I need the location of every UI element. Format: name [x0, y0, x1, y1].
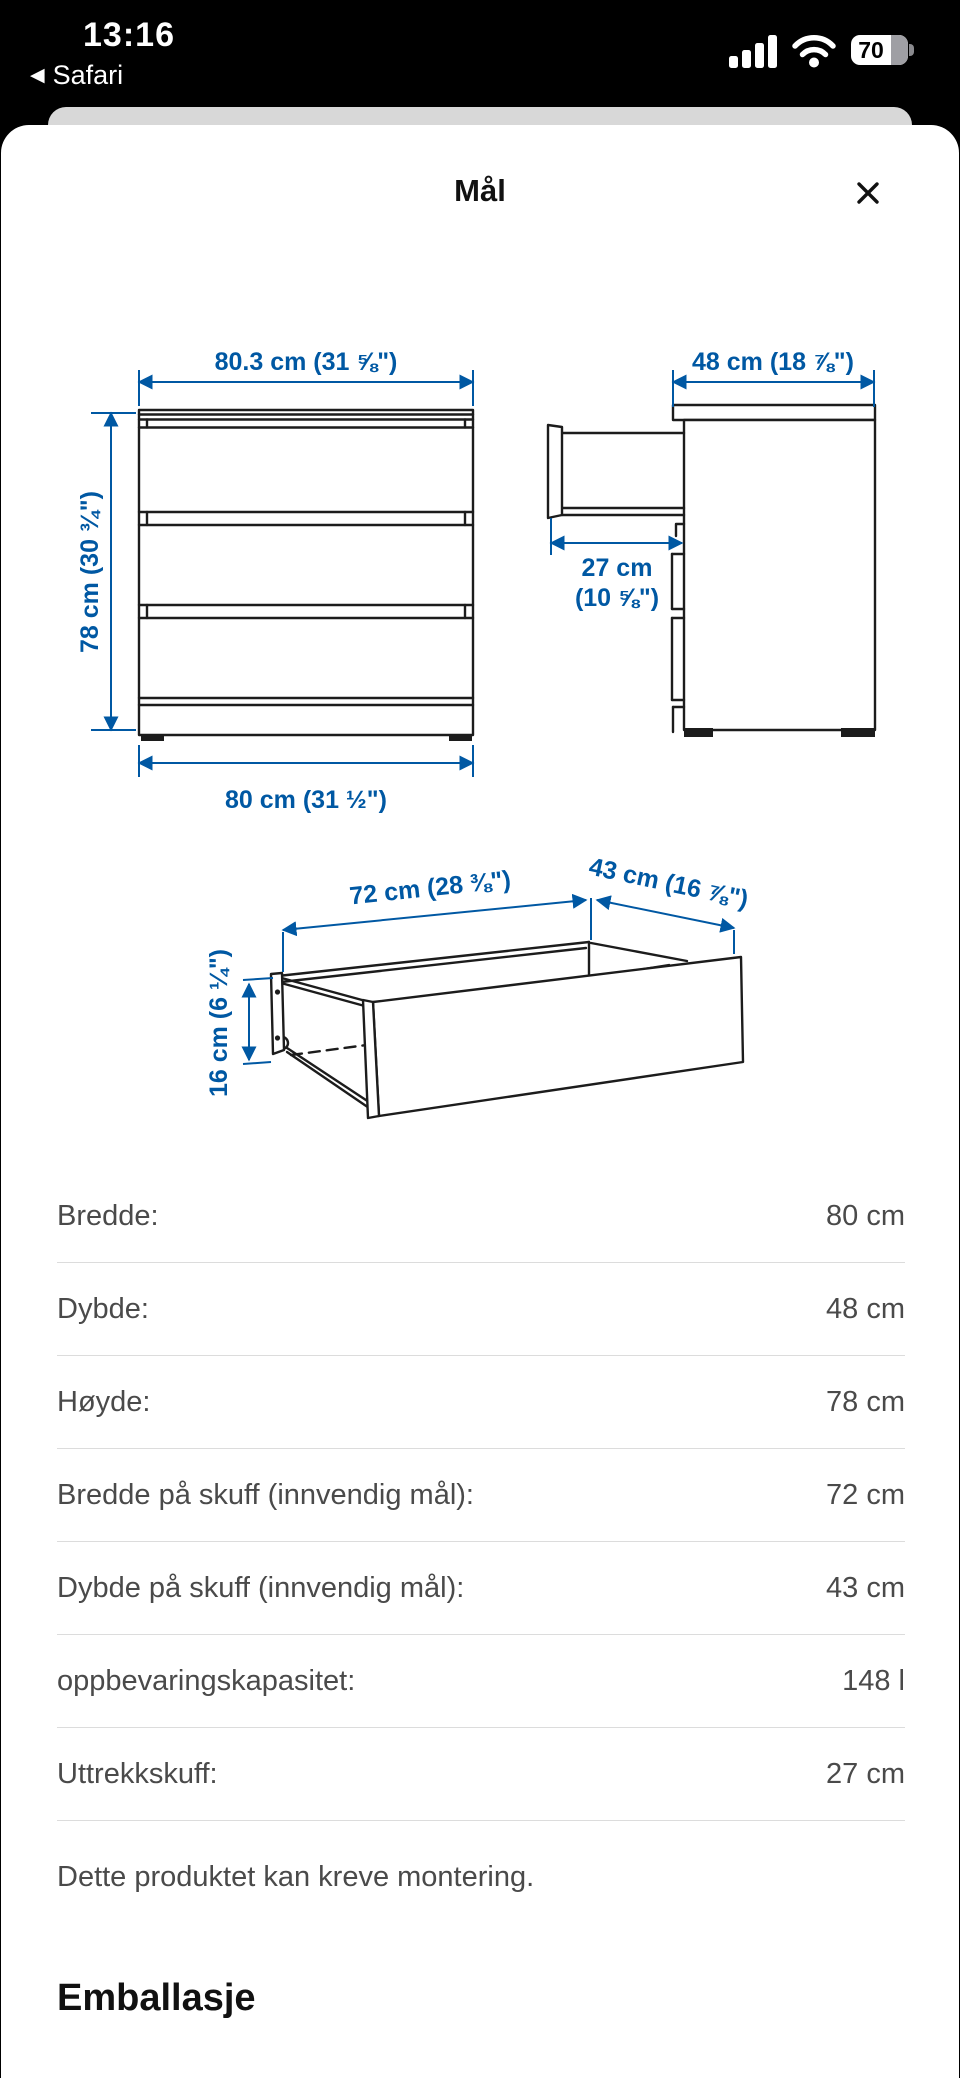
- back-arrow-icon: ◀: [30, 65, 45, 86]
- sheet-title: Mål: [454, 173, 506, 208]
- drawer-inner-depth-label: 43 cm (16 ⅞"): [586, 852, 751, 914]
- close-button[interactable]: [844, 169, 892, 217]
- row-label: Bredde:: [57, 1199, 159, 1232]
- row-value: 27 cm: [826, 1757, 905, 1790]
- row-value: 148 l: [842, 1664, 905, 1697]
- row-label: Bredde på skuff (innvendig mål):: [57, 1478, 474, 1511]
- close-icon: [853, 178, 883, 208]
- back-app-label: Safari: [52, 60, 124, 90]
- battery-icon: [851, 35, 914, 65]
- back-to-safari-link[interactable]: [30, 60, 123, 91]
- cellular-signal-icon: [729, 32, 777, 68]
- table-row: [57, 1635, 905, 1728]
- front-height-label: 78 cm (30 ¾"): [76, 491, 104, 653]
- battery-nub: [909, 44, 914, 56]
- front-view-drawing: [76, 348, 473, 814]
- side-extension-label-line1: 27 cm: [581, 554, 653, 582]
- table-row: [57, 1356, 905, 1449]
- wifi-icon: [791, 32, 837, 68]
- measurements-table: [57, 1170, 905, 1821]
- row-value: 78 cm: [826, 1385, 905, 1418]
- dimension-diagrams: [1, 340, 960, 1190]
- drawer-inner-height-label: 16 cm (6 ¼"): [205, 948, 233, 1098]
- table-row: [57, 1542, 905, 1635]
- drawer-inner-width-label: 72 cm (28 ⅜"): [348, 865, 513, 911]
- battery-percentage: 70: [858, 37, 884, 63]
- row-value: 43 cm: [826, 1571, 905, 1604]
- row-value: 80 cm: [826, 1199, 905, 1232]
- table-row: [57, 1263, 905, 1356]
- table-row: [57, 1728, 905, 1821]
- side-depth-label: 48 cm (18 ⅞"): [692, 348, 854, 376]
- front-top-width-label: 80.3 cm (31 ⅝"): [214, 348, 398, 376]
- battery-empty-segment: [891, 35, 908, 65]
- table-row: [57, 1449, 905, 1542]
- status-icons: [729, 32, 914, 68]
- front-bottom-width-label: 80 cm (31 ½"): [225, 786, 387, 814]
- drawer-drawing: [205, 853, 751, 1118]
- row-value: 72 cm: [826, 1478, 905, 1511]
- packaging-heading: Emballasje: [57, 1977, 256, 2019]
- row-label: Dybde:: [57, 1292, 149, 1325]
- assembly-note: Dette produktet kan kreve montering.: [57, 1861, 535, 1893]
- row-label: Høyde:: [57, 1385, 151, 1418]
- row-label: oppbevaringskapasitet:: [57, 1664, 356, 1697]
- table-row: [57, 1170, 905, 1263]
- status-time: 13:16: [83, 16, 175, 54]
- measurements-sheet: [1, 125, 959, 2078]
- row-label: Uttrekkskuff:: [57, 1757, 218, 1790]
- side-view-drawing: [548, 348, 875, 737]
- row-label: Dybde på skuff (innvendig mål):: [57, 1571, 465, 1604]
- row-value: 48 cm: [826, 1292, 905, 1325]
- side-extension-label-line2: (10 ⅝"): [574, 584, 660, 612]
